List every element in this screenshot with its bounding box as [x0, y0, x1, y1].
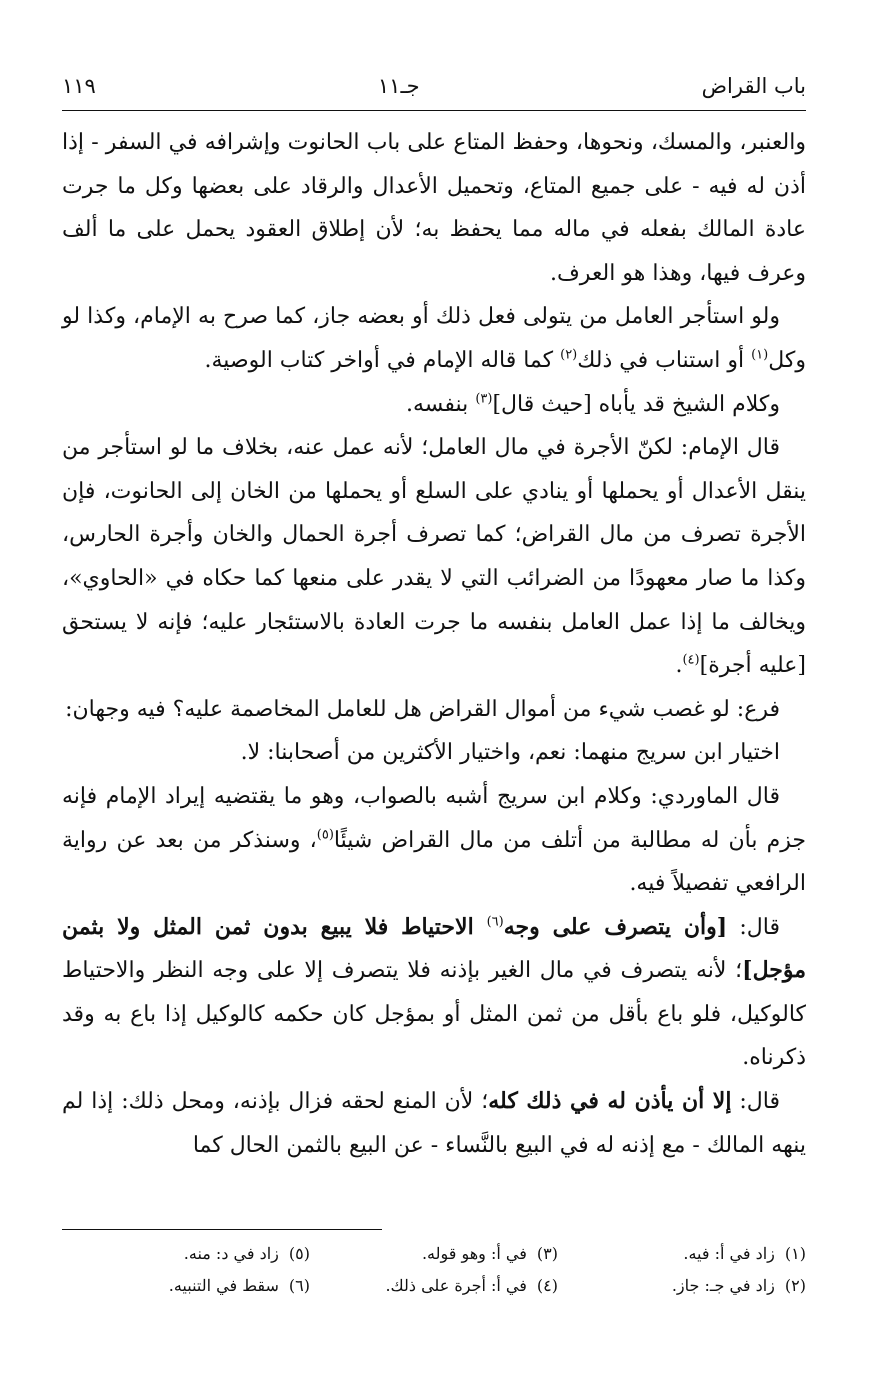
text-run: قال الإمام: لكنّ الأجرة في مال العامل؛ لأنه عمل عنه، بخلاف ما لو استأجر من ينقل الأعدال أو يحملها أو ينادي على السلع أو يحملها من الخان إلى الحانوت، فإن الأجرة تصرف من مال القراض؛ كما تصرف أجرة الحمال والخان وأجرة الحارس، وكذا ما صار معهودًا من الضرائب التي لا يقدر على منعها كما حكاه في «الحاوي»، ويخالف ما إذا عمل العامل بنفسه ما جرت العادة بالاستئجار عليه؛ فإنه لا يستحق [عليه أجرة]	[62, 435, 806, 679]
footnote-number: (١)	[784, 1244, 806, 1263]
footnote-text: في أ: وهو قوله.	[421, 1244, 527, 1263]
matn-quote: إلا أن يأذن له في ذلك كله	[488, 1088, 732, 1115]
paragraph	[62, 906, 806, 1080]
footnote	[558, 1238, 806, 1270]
matn-quote: [وأن يتصرف على وجه	[503, 913, 728, 940]
main-text	[62, 121, 806, 1167]
paragraph	[62, 121, 806, 295]
footnote	[310, 1270, 558, 1302]
text-run: .	[675, 653, 683, 679]
footnote-row	[62, 1270, 806, 1302]
text-run: ؛ لأنه يتصرف في مال الغير بإذنه فلا يتصرف إلا على وجه النظر والاحتياط كالوكيل، فلو باع بأقل من ثمن المثل أو بمؤجل كان حكمه كالوكيل إذا باع به وقد ذكرناه.	[62, 958, 806, 1071]
footnote	[558, 1270, 806, 1302]
paragraph	[62, 1080, 806, 1167]
text-run: فرع: لو غصب شيء من أموال القراض هل للعامل المخاصمة عليه؟ فيه وجهان:	[65, 696, 780, 722]
footnote	[62, 1270, 310, 1302]
footnote-marker: (٢)	[560, 347, 578, 363]
footnote-text: سقط في التنبيه.	[168, 1276, 279, 1295]
footnote-divider	[62, 1229, 382, 1230]
text-run: ؛ لأن المنع لحقه فزال بإذنه، ومحل ذلك: إذا لم ينهه المالك - مع إذنه له في البيع بالنَّساء - عن البيع بالثمن الحال كما	[62, 1089, 806, 1158]
footnotes	[62, 1238, 806, 1302]
footnote	[62, 1238, 310, 1270]
footnote-number: (٤)	[536, 1276, 558, 1295]
footnote-marker: (١)	[751, 347, 769, 363]
header-divider	[62, 110, 806, 111]
text-run: ، وسنذكر من بعد عن رواية الرافعي تفصيلاً فيه.	[62, 827, 806, 897]
paragraph	[62, 688, 806, 732]
text-run: كما قاله الإمام في أواخر كتاب الوصية.	[204, 347, 561, 373]
text-run: والعنبر، والمسك، ونحوها، وحفظ المتاع على باب الحانوت وإشرافه في السفر - إذا أذن له فيه - على جميع المتاع، وتحميل الأعدال والرقاد على بعضها وكل ما جرت عادة المالك بفعله في ماله مما يحفظ به؛ لأن إطلاق العقود يحمل على ما ألف وعرف فيها، وهذا هو العرف.	[62, 130, 806, 286]
footnote-marker: (٣)	[475, 391, 493, 407]
page	[62, 66, 806, 1167]
chapter-title: باب القراض	[701, 74, 806, 98]
paragraph	[62, 426, 806, 688]
text-run: قال:	[727, 914, 780, 940]
footnote	[310, 1238, 558, 1270]
footnote-text: زاد في أ: فيه.	[683, 1244, 775, 1263]
volume-number: جـ١١	[377, 74, 420, 98]
matn-quote: الاحتياط فلا يبيع بدون ثمن المثل ولا بثمن مؤجل]	[62, 913, 806, 984]
text-run: وكلام الشيخ قد يأباه [حيث قال]	[492, 391, 780, 417]
paragraph	[62, 295, 806, 382]
page-number: ١١٩	[62, 74, 96, 98]
text-run: اختيار ابن سريج منهما: نعم، واختيار الأكثرين من أصحابنا: لا.	[240, 740, 780, 766]
footnote-number: (٦)	[288, 1276, 310, 1295]
text-run: قال:	[731, 1089, 781, 1115]
paragraph	[62, 775, 806, 906]
text-run: قال الماوردي: وكلام ابن سريج أشبه بالصواب، وهو ما يقتضيه إيراد الإمام فإنه جزم بأن له مطالبة من أتلف من مال القراض شيئًا	[62, 783, 807, 853]
running-header	[62, 66, 806, 106]
paragraph	[62, 383, 806, 427]
text-run: ولو استأجر العامل من يتولى فعل ذلك أو بعضه جاز، كما صرح به الإمام، وكذا لو وكل	[62, 304, 806, 373]
paragraph	[62, 731, 806, 775]
footnote-text: في أ: أجرة على ذلك.	[385, 1276, 527, 1295]
text-run: بنفسه.	[406, 391, 476, 417]
footnote-number: (٥)	[288, 1244, 310, 1263]
footnote-row	[62, 1238, 806, 1270]
footnote-text: زاد في د: منه.	[183, 1244, 279, 1263]
footnote-marker: (٥)	[316, 827, 334, 843]
footnote-number: (٣)	[536, 1244, 558, 1263]
footnote-number: (٢)	[784, 1276, 806, 1295]
text-run: أو استناب في ذلك	[577, 347, 752, 373]
footnote-text: زاد في جـ: جاز.	[671, 1276, 775, 1295]
footnote-marker: (٦)	[486, 914, 504, 930]
footnote-marker: (٤)	[682, 652, 700, 668]
